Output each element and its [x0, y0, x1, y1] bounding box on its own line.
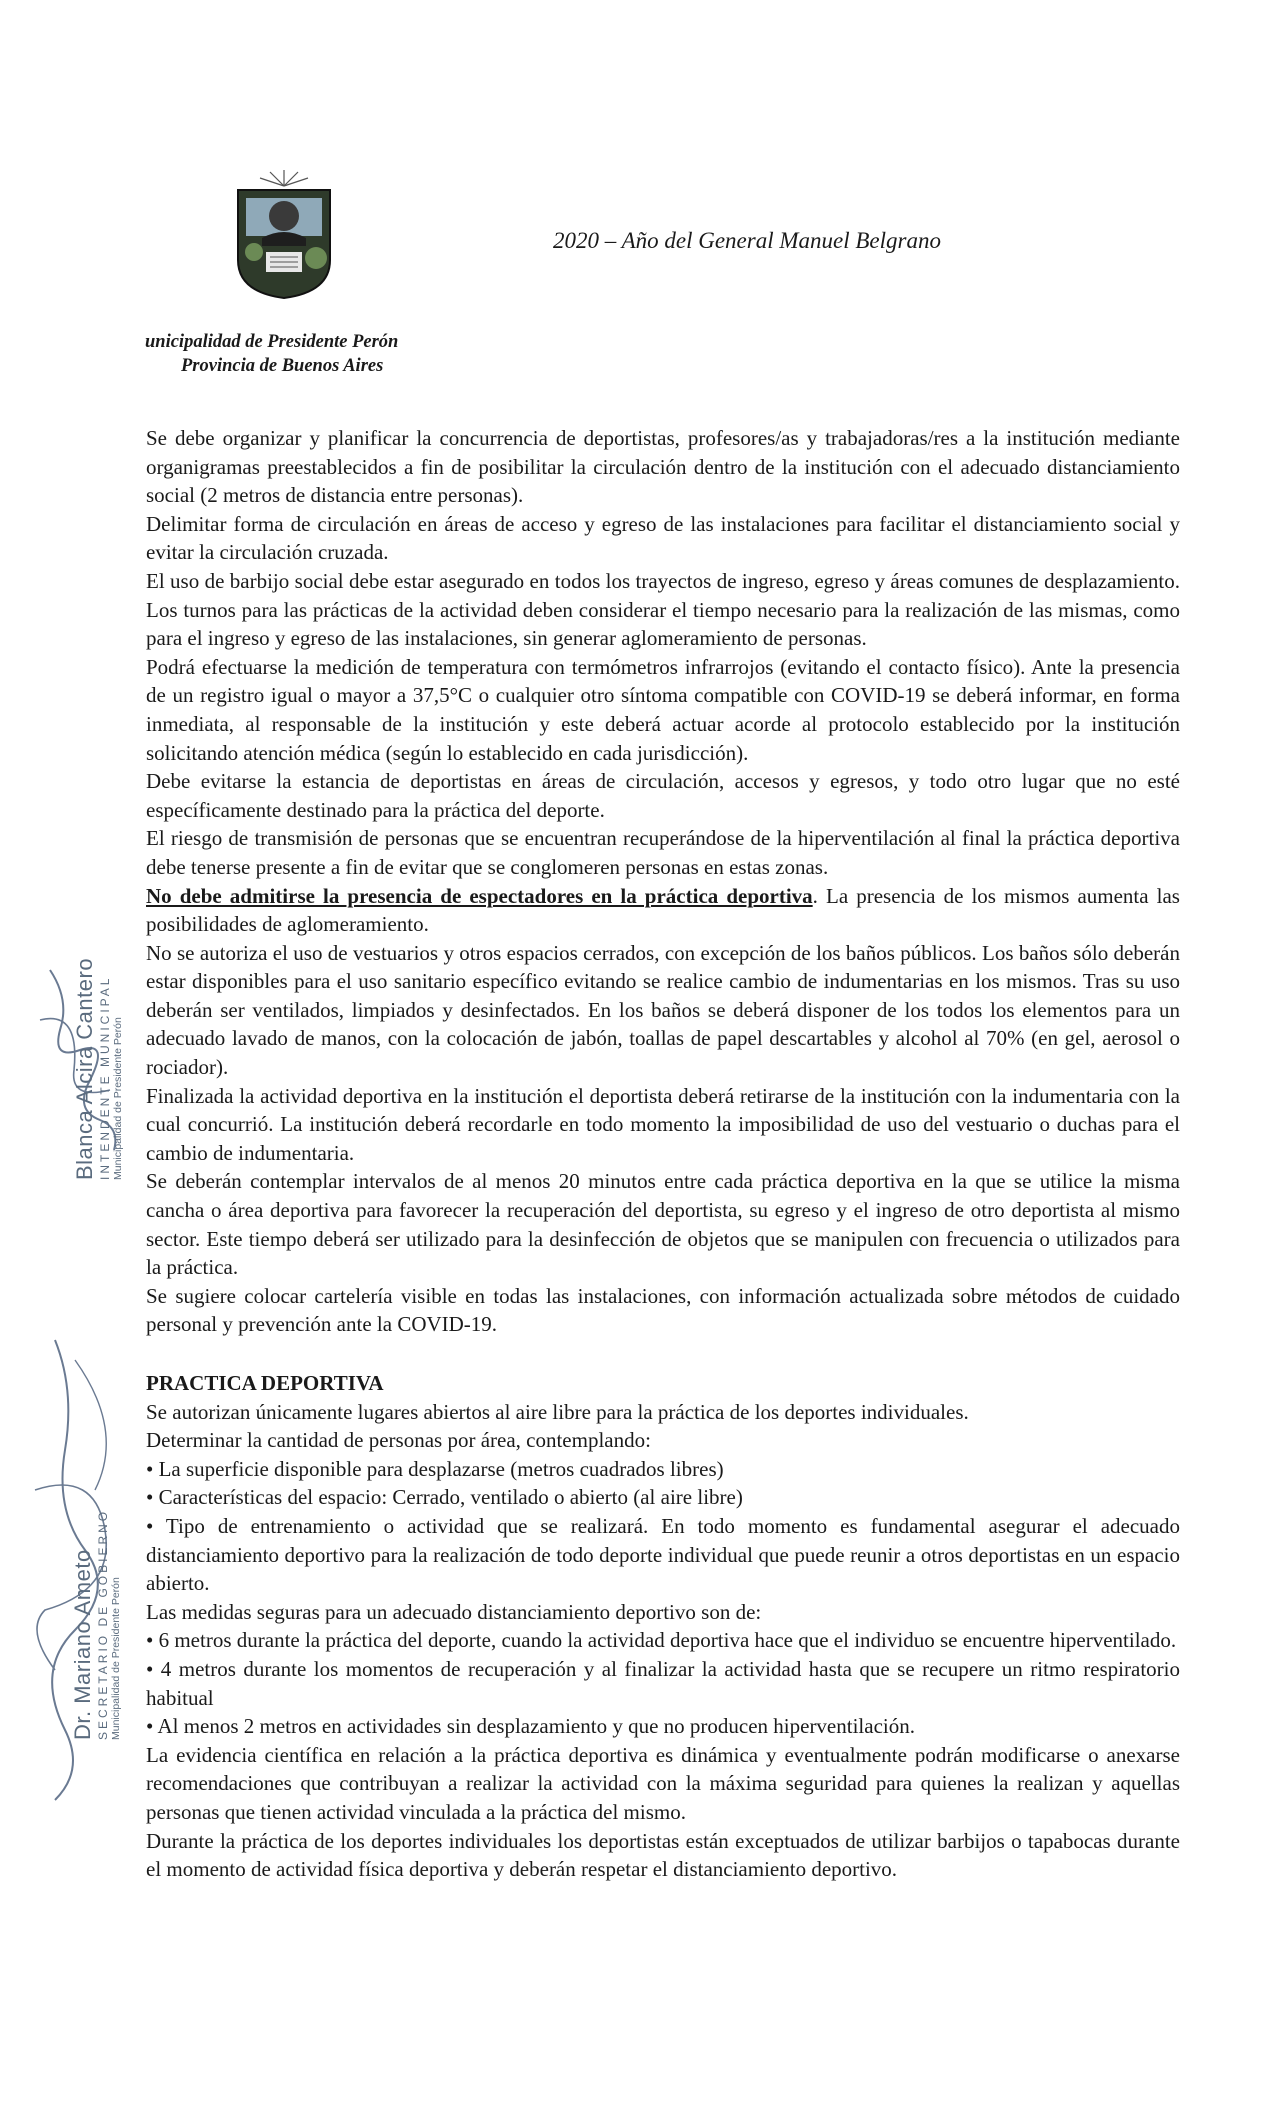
- municipality-heading: [145, 330, 398, 378]
- paragraph-text: . La presencia de los mismos aumenta las posibilidades de aglomeramiento.: [146, 883, 1180, 937]
- section-heading: PRACTICA DEPORTIVA: [146, 1371, 384, 1395]
- bullet-item: • Al menos 2 metros en actividades sin desplazamiento y que no producen hiperventilación.: [146, 1714, 915, 1739]
- spectators-warning: No debe admitirse la presencia de espectadores en la práctica deportiva: [146, 883, 813, 908]
- official-stamp-mayor: [72, 958, 124, 1180]
- municipal-seal-logo: [232, 168, 336, 300]
- stamp-place: Municipalidad de Presidente Perón: [110, 1577, 122, 1740]
- paragraph: Durante la práctica de los deportes individuales los deportistas están exceptuados de utilizar barbijos o tapabocas durante el momento de actividad física deportiva y deberán respetar el distanciamiento deportivo.: [146, 1828, 1180, 1882]
- bullet-item: • La superficie disponible para desplazarse (metros cuadrados libres): [146, 1456, 724, 1481]
- paragraph: Las medidas seguras para un adecuado distanciamiento deportivo son de:: [146, 1599, 762, 1624]
- paragraph: La evidencia científica en relación a la práctica deportiva es dinámica y eventualmente podrán modificarse o anexarse recomendaciones que contribuyan a realizar la actividad con la máxima seguridad para quienes la realizan y aquellas personas que tienen actividad vinculada a la práctica del mismo.: [146, 1742, 1180, 1824]
- bullet-item: • Características del espacio: Cerrado, ventilado o abierto (al aire libre): [146, 1485, 743, 1510]
- stamp-title: SECRETARIO DE GOBIERNO: [96, 1508, 110, 1740]
- bullet-item: • 4 metros durante los momentos de recuperación y al finalizar la actividad hasta que se recupere un ritmo respiratorio habitual: [146, 1656, 1180, 1710]
- paragraph: [146, 882, 1180, 939]
- bullet-item: • 6 metros durante la práctica del deporte, cuando la actividad deportiva hace que el individuo se encuentre hiperventilado.: [146, 1628, 1177, 1653]
- stamp-title: INTENDENTE MUNICIPAL: [98, 975, 112, 1180]
- paragraph: Se deberán contemplar intervalos de al menos 20 minutos entre cada práctica deportiva en la que se utilice la misma cancha o área deportiva para favorecer la recuperación del deportista, su egreso y el ingreso de otro deportista al mismo sector. Este tiempo deberá ser utilizado para la desinfección de objetos que se manipulen con frecuencia o utilizados para la práctica.: [146, 1169, 1180, 1280]
- paragraph: Se autorizan únicamente lugares abiertos al aire libre para la práctica de los deportes individuales.: [146, 1399, 969, 1424]
- paragraph: Debe evitarse la estancia de deportistas en áreas de circulación, accesos y egresos, y todo otro lugar que no esté específicamente destinado para la práctica del deporte.: [146, 769, 1180, 822]
- paragraph: No se autoriza el uso de vestuarios y otros espacios cerrados, con excepción de los baños públicos. Los baños sólo deberán estar disponibles para el uso sanitario específico evitando se realice cambio de indumentarias en los mismos. Tras su uso deberán ser ventilados, limpiados y desinfectados. En los baños se deberá disponer de los todos los elementos para un adecuado lavado de manos, con la colocación de jabón, toallas de papel descartables y alcohol al 70% (en gel, aerosol o rociador).: [146, 940, 1180, 1080]
- stamp-name: Blanca Alcira Cantero: [72, 957, 97, 1180]
- paragraph: Delimitar forma de circulación en áreas de acceso y egreso de las instalaciones para facilitar el distanciamiento social y evitar la circulación cruzada.: [146, 511, 1180, 565]
- municipality-name: unicipalidad de Presidente Perón: [145, 332, 399, 352]
- stamp-name: Dr. Mariano Ameto: [70, 1549, 95, 1740]
- stamp-place: Municipalidad de Presidente Perón: [112, 1017, 124, 1180]
- paragraph: Se sugiere colocar cartelería visible en todas las instalaciones, con información actualizada sobre métodos de cuidado personal y prevención ante la COVID-19.: [146, 1283, 1180, 1337]
- paragraph: El riesgo de transmisión de personas que se encuentran recuperándose de la hiperventilación al final la práctica deportiva debe tenerse presente a fin de evitar que se conglomeren personas en estas zonas.: [146, 826, 1180, 879]
- paragraph: El uso de barbijo social debe estar asegurado en todos los trayectos de ingreso, egreso y áreas comunes de desplazamiento. Los turnos para las prácticas de la actividad deben considerar el tiempo necesario para la realización de las mismas, como para el ingreso y egreso de las instalaciones, sin generar aglomeramiento de personas.: [146, 568, 1180, 651]
- province-name: Provincia de Buenos Aires: [181, 356, 384, 376]
- paragraph: Finalizada la actividad deportiva en la institución el deportista deberá retirarse de la institución con la indumentaria con la cual concurrió. La institución deberá recordarle en todo momento la imposibilidad de uso del vestuario o duchas para el cambio de indumentaria.: [146, 1083, 1180, 1165]
- paragraph: Se debe organizar y planificar la concurrencia de deportistas, profesores/as y trabajadoras/res a la institución mediante organigramas preestablecidos a fin de posibilitar la circulación dentro de la institución con el adecuado distanciamiento social (2 metros de distancia entre personas).: [146, 426, 1180, 508]
- official-stamp-secretary: [70, 1509, 122, 1740]
- year-motto: 2020 – Año del General Manuel Belgrano: [553, 228, 941, 253]
- bullet-item: • Tipo de entrenamiento o actividad que se realizará. En todo momento es fundamental asegurar el adecuado distanciamiento deportivo para la realización de todo deporte individual que puede reunir a otros deportistas en un espacio abierto.: [146, 1513, 1180, 1596]
- document-body: [146, 424, 1180, 1884]
- paragraph: Determinar la cantidad de personas por área, contemplando:: [146, 1428, 651, 1453]
- paragraph: Podrá efectuarse la medición de temperatura con termómetros infrarrojos (evitando el contacto físico). Ante la presencia de un registro igual o mayor a 37,5°C o cualquier otro síntoma compatible con COVID-19 se deberá informar, en forma inmediata, al responsable de la institución y este deberá actuar acorde al protocolo establecido por la institución solicitando atención médica (según lo establecido en cada jurisdicción).: [146, 654, 1180, 765]
